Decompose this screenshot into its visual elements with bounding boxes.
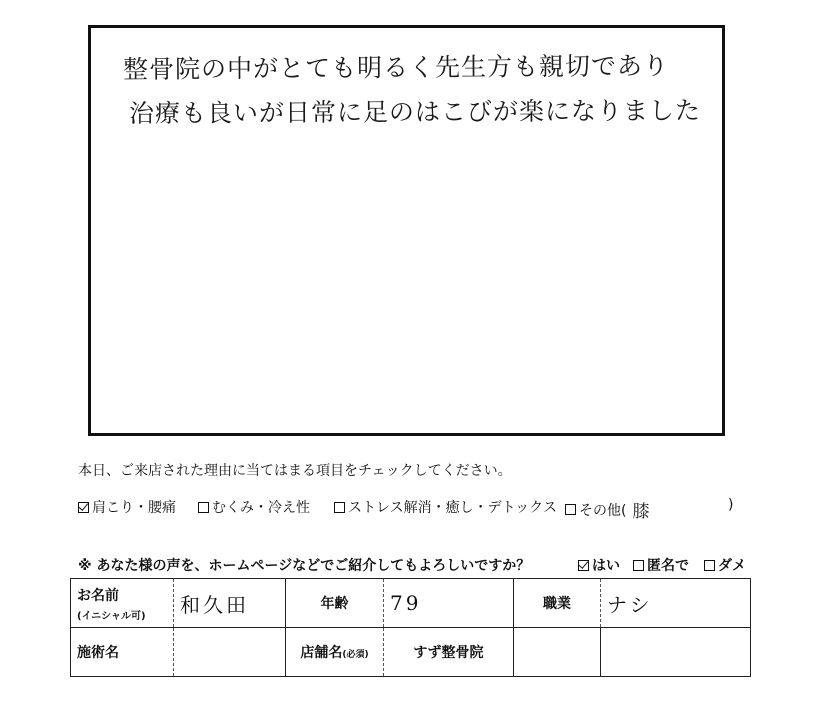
job-label: 職業 bbox=[543, 596, 571, 612]
age-label: 年齢 bbox=[320, 596, 349, 612]
comment-line-2: 治療も良いが日常に足のはこびが楽になりました bbox=[128, 96, 702, 128]
reason-option-label: その他( bbox=[579, 502, 627, 519]
reason-question: 本日、ご来店された理由に当てはまる項目をチェックしてください。 bbox=[78, 463, 512, 479]
table-row bbox=[71, 579, 751, 628]
permission-option-anonymous[interactable] bbox=[633, 555, 689, 575]
reason-option-shoulder-back[interactable] bbox=[78, 497, 176, 517]
age-label-cell bbox=[286, 579, 384, 628]
store-required-label: (必須) bbox=[342, 650, 369, 660]
info-table bbox=[70, 578, 751, 677]
checkbox[interactable] bbox=[334, 502, 345, 513]
permission-option-label: 匿名で bbox=[647, 558, 689, 574]
reason-option-label: ストレス解消・癒し・デトックス bbox=[348, 500, 558, 516]
checkbox[interactable] bbox=[704, 560, 715, 571]
name-label-cell bbox=[71, 579, 174, 628]
other-reason-value: 膝 bbox=[632, 502, 650, 522]
comment-box bbox=[88, 25, 725, 436]
reason-option-other[interactable] bbox=[565, 497, 649, 522]
permission-row bbox=[78, 555, 778, 577]
treatment-value-cell[interactable] bbox=[174, 628, 286, 677]
treatment-label: 施術名 bbox=[77, 645, 119, 661]
age-value-cell[interactable] bbox=[384, 579, 514, 628]
permission-option-label: ダメ bbox=[718, 558, 746, 574]
permission-option-label: はい bbox=[592, 558, 620, 574]
name-value-cell[interactable] bbox=[174, 579, 286, 628]
checkbox-checked[interactable] bbox=[78, 502, 89, 513]
checkbox[interactable] bbox=[198, 502, 209, 513]
permission-option-yes[interactable] bbox=[578, 555, 620, 575]
other-close-paren: ) bbox=[728, 497, 734, 513]
treatment-label-cell bbox=[71, 628, 174, 677]
age-value: 79 bbox=[390, 591, 422, 615]
comment-line-1: 整骨院の中がとても明るく先生方も親切であり bbox=[122, 51, 670, 84]
name-label: お名前 bbox=[77, 587, 119, 604]
reason-option-stress[interactable] bbox=[334, 497, 557, 517]
table-row bbox=[71, 628, 751, 677]
store-label-cell bbox=[286, 628, 384, 677]
reason-option-swelling[interactable] bbox=[198, 497, 310, 517]
checkbox[interactable] bbox=[565, 504, 576, 515]
reason-option-label: 肩こり・腰痛 bbox=[92, 500, 176, 516]
job-value: ナシ bbox=[607, 592, 653, 617]
checkbox[interactable] bbox=[633, 560, 644, 571]
store-label: 店舗名 bbox=[300, 645, 343, 661]
checkbox-checked[interactable] bbox=[578, 560, 589, 571]
reason-options bbox=[78, 497, 778, 522]
permission-question: ※ あなた様の声を、ホームページなどでご紹介してもよろしいですか？ bbox=[78, 558, 531, 574]
job-label-cell bbox=[514, 579, 601, 628]
empty-cell bbox=[601, 628, 751, 677]
name-sub-label: (イニシャル可) bbox=[77, 610, 146, 622]
empty-cell bbox=[514, 628, 601, 677]
name-value: 和久田 bbox=[180, 592, 249, 617]
reason-option-label: むくみ・冷え性 bbox=[212, 500, 310, 516]
store-value: すず整骨院 bbox=[413, 645, 484, 661]
permission-option-no[interactable] bbox=[704, 555, 746, 575]
job-value-cell[interactable] bbox=[601, 579, 751, 628]
store-value-cell[interactable] bbox=[384, 628, 514, 677]
